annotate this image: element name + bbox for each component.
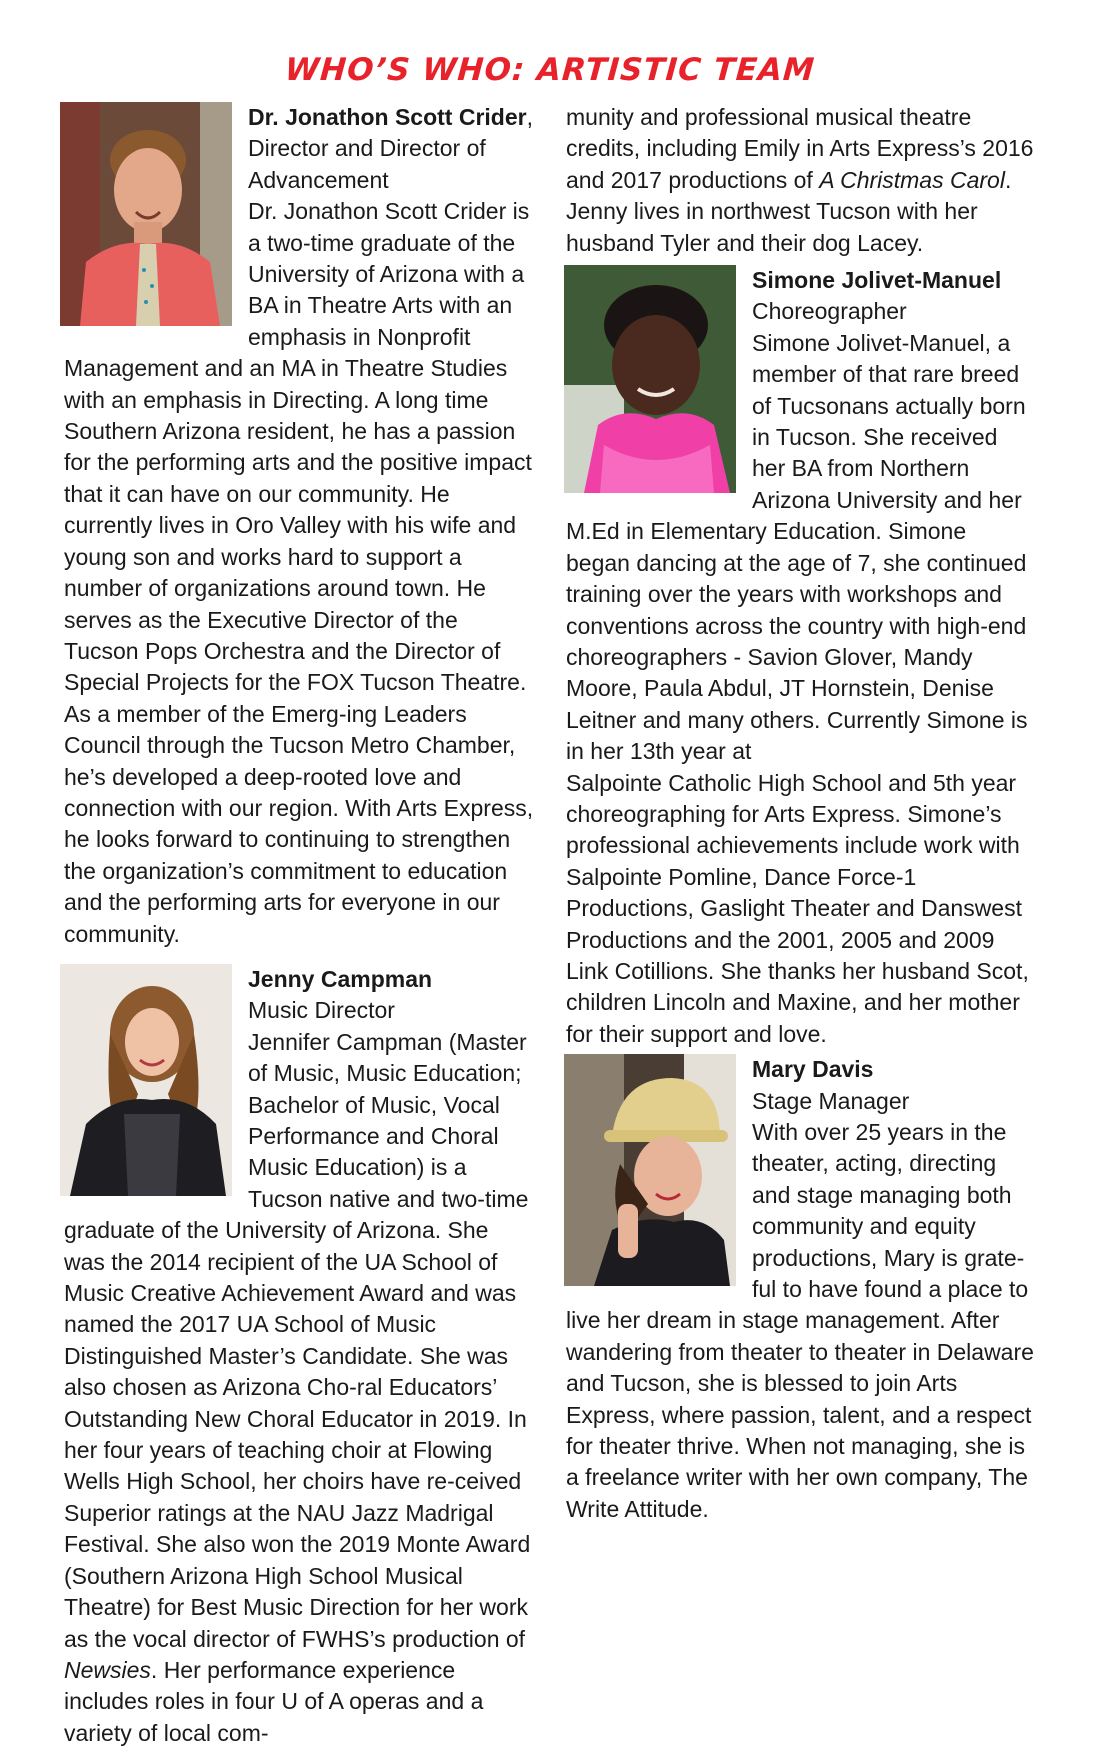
campman-role: Music Director [248, 997, 395, 1024]
campman-name: Jenny Campman [248, 965, 433, 992]
left-column [64, 102, 534, 1749]
jolivet-manuel-role: Choreographer [752, 298, 907, 325]
campman-bio-part2: . Her performance experience includes roles in four U of A operas and a variety of local com- [64, 1656, 484, 1746]
campman-bio-italic: Newsies [64, 1656, 151, 1683]
crider-name-comma: , [526, 104, 533, 130]
jolivet-manuel-bio-part1: Simone Jolivet-Manuel, a member of that rare breed of Tucsonans actually born in Tucson. She received her BA from Northern Arizona University and her M.Ed in Elementary Education. Simone began dancing at the age of 7, she continued training over the years with workshops and conventions across the country with high-end choreographers - Savion Glover, Mandy Moore, Paula Abdul, JT Hornstein, Denise Leitner and many others. Currently Simone is in her 13th year at [566, 329, 1028, 765]
jolivet-manuel-name: Simone Jolivet-Manuel [752, 267, 1002, 294]
campman-bio-cont-italic: A Christmas Carol [819, 166, 1005, 193]
davis-bio: With over 25 years in the theater, acting, directing and stage managing both community and equity productions, Mary is grate-ful to have found a place to live her dream in stage management. After wandering from theater to theater in Delaware and Tucson, she is blessed to join Arts Express, where passion, talent, and a respect for theater thrive. When not managing, she is a freelance writer with her own company, The Write Attitude. [566, 1119, 1034, 1522]
crider-photo [60, 102, 232, 326]
campman-bio-cont-part1: munity and professional musical theatre credits, including Emily in Arts Express’s 2016 and 2017 productions of [566, 104, 1034, 193]
crider-bio: Dr. Jonathon Scott Crider is a two-time graduate of the University of Arizona with a BA in Theatre Arts with an emphasis in Nonprofit Management and an MA in Theatre Studies with an emphasis in Directing. A long time Southern Arizona resident, he has a passion for the performing arts and the positive impact that it can have on our community. He currently lives in Oro Valley with his wife and young son and works hard to support a number of organizations around town. He serves as the Executive Director of the Tucson Pops Orchestra and the Director of Special Projects for the FOX Tucson Theatre. As a member of the Emerg-ing Leaders Council through the Tucson Metro Chamber, he’s developed a deep-rooted love and connection with our region. With Arts Express, he looks forward to continuing to strengthen the organization’s commitment to education and the performing arts for everyone in our community. [64, 198, 534, 947]
campman-photo [60, 964, 232, 1196]
davis-name: Mary Davis [752, 1056, 874, 1083]
page-title: WHO’S WHO: ARTISTIC TEAM [283, 52, 817, 88]
crider-role: Director and Director of Advancement [248, 135, 486, 193]
davis-photo [564, 1054, 736, 1286]
jolivet-manuel-photo [564, 265, 736, 493]
crider-name: Dr. Jonathon Scott Crider [248, 104, 527, 130]
campman-bio-cont-part2: . Jenny lives in northwest Tucson with her husband Tyler and their dog Lacey. [566, 166, 1012, 256]
jolivet-manuel-bio-part2: Salpointe Catholic High School and 5th year choreographing for Arts Express. Simone’s professional achievements include work with Salpointe Pomline, Dance Force-1 Productions, Gaslight Theater and Danswest Productions and the 2001, 2005 and 2009 Link Cotillions. She thanks her husband Scot, children Lincoln and Maxine, and her mother for their support and love. [566, 769, 1029, 1047]
right-column [566, 102, 1036, 1525]
campman-bio-part1: Jennifer Campman (Master of Music, Music Education; Bachelor of Music, Vocal Performance and Choral Music Education) is a Tucson native and two-time graduate of the University of Arizona. She was the 2014 recipient of the UA School of Music Creative Achievement Award and was named the 2017 UA School of Music Distinguished Master’s Candidate. She was also chosen as Arizona Cho-ral Educators’ Outstanding New Choral Educator in 2019. In her four years of teaching choir at Flowing Wells High School, her choirs have re-ceived Superior ratings at the NAU Jazz Madrigal Festival. She also won the 2019 Monte Award (Southern Arizona High School Musical Theatre) for Best Music Direction for her work as the vocal director of FWHS’s production of [64, 1028, 531, 1652]
davis-role: Stage Manager [752, 1087, 910, 1114]
